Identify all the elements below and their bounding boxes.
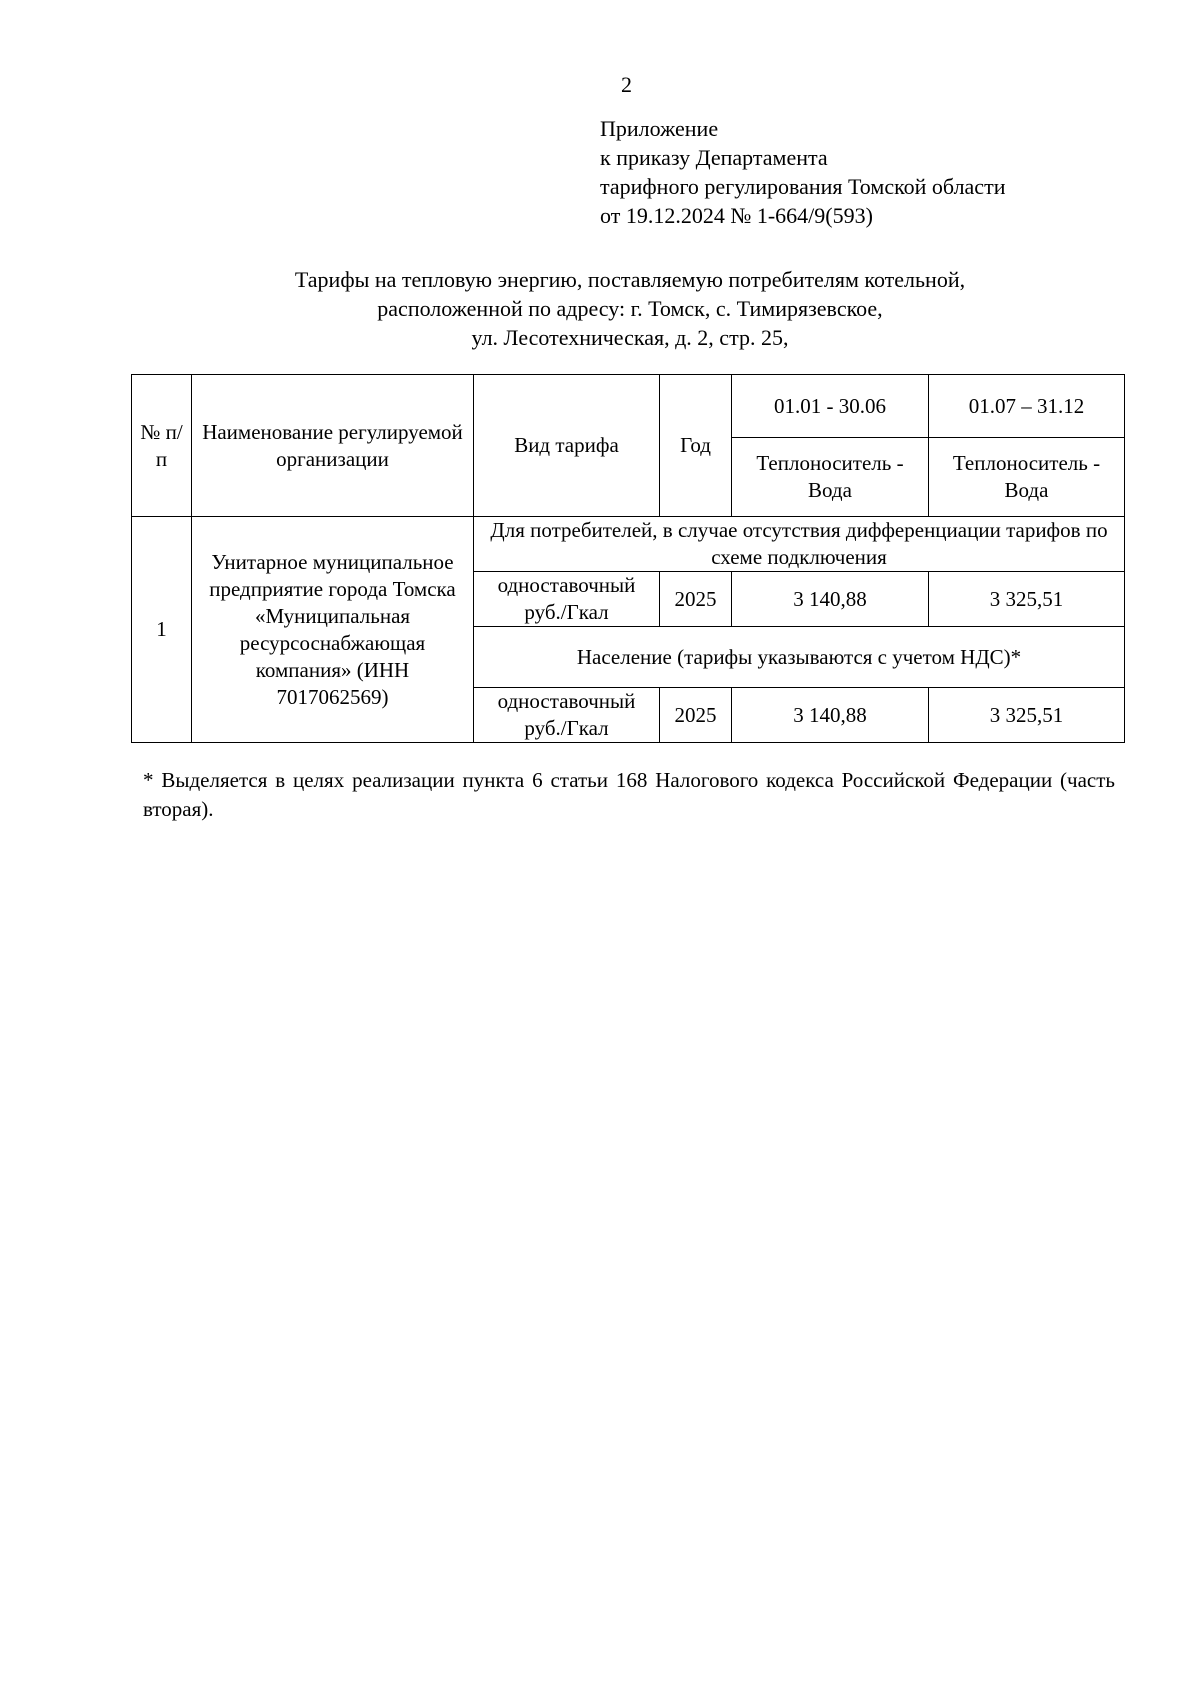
category-label: Для потребителей, в случае отсутствия дифференциации тарифов по схеме подключения	[474, 517, 1125, 572]
row-number: 1	[132, 517, 192, 743]
title-line: расположенной по адресу: г. Томск, с. Тимирязевское,	[377, 296, 883, 321]
value-period-1: 3 140,88	[732, 572, 929, 627]
table-row	[132, 517, 1125, 572]
year-cell: 2025	[660, 688, 732, 743]
value-period-2: 3 325,51	[929, 688, 1125, 743]
category-label: Население (тарифы указываются с учетом НДС)*	[474, 627, 1125, 688]
tariff-type-cell: одноставочный руб./Гкал	[474, 572, 660, 627]
organization-name: Унитарное муниципальное предприятие города Томска «Муниципальная ресурсоснабжающая компания» (ИНН 7017062569)	[192, 517, 474, 743]
value-period-2: 3 325,51	[929, 572, 1125, 627]
appendix-line: тарифного регулирования Томской области	[600, 174, 1006, 199]
tariff-table	[131, 374, 1125, 743]
appendix-line: Приложение	[600, 116, 719, 141]
header-num: № п/п	[132, 375, 192, 517]
table-header-row	[132, 375, 1125, 438]
appendix-block	[600, 114, 1005, 230]
appendix-line: от 19.12.2024 № 1-664/9(593)	[600, 203, 873, 228]
footnote: * Выделяется в целях реализации пункта 6 статьи 168 Налогового кодекса Российской Федерации (часть вторая).	[143, 768, 1115, 821]
tariff-type-cell: одноставочный руб./Гкал	[474, 688, 660, 743]
header-period-2: 01.07 – 31.12	[929, 375, 1125, 438]
title-line: Тарифы на тепловую энергию, поставляемую потребителям котельной,	[294, 267, 966, 292]
header-carrier-1: Теплоноситель - Вода	[732, 438, 929, 517]
header-tariff-type: Вид тарифа	[474, 375, 660, 517]
header-period-1: 01.01 - 30.06	[732, 375, 929, 438]
page-number: 2	[621, 72, 632, 97]
header-year: Год	[660, 375, 732, 517]
year-cell: 2025	[660, 572, 732, 627]
header-organization: Наименование регулируемой организации	[192, 375, 474, 517]
header-carrier-2: Теплоноситель - Вода	[929, 438, 1125, 517]
document-title	[150, 265, 1110, 352]
appendix-line: к приказу Департамента	[600, 145, 828, 170]
value-period-1: 3 140,88	[732, 688, 929, 743]
title-line: ул. Лесотехническая, д. 2, стр. 25,	[471, 325, 789, 350]
